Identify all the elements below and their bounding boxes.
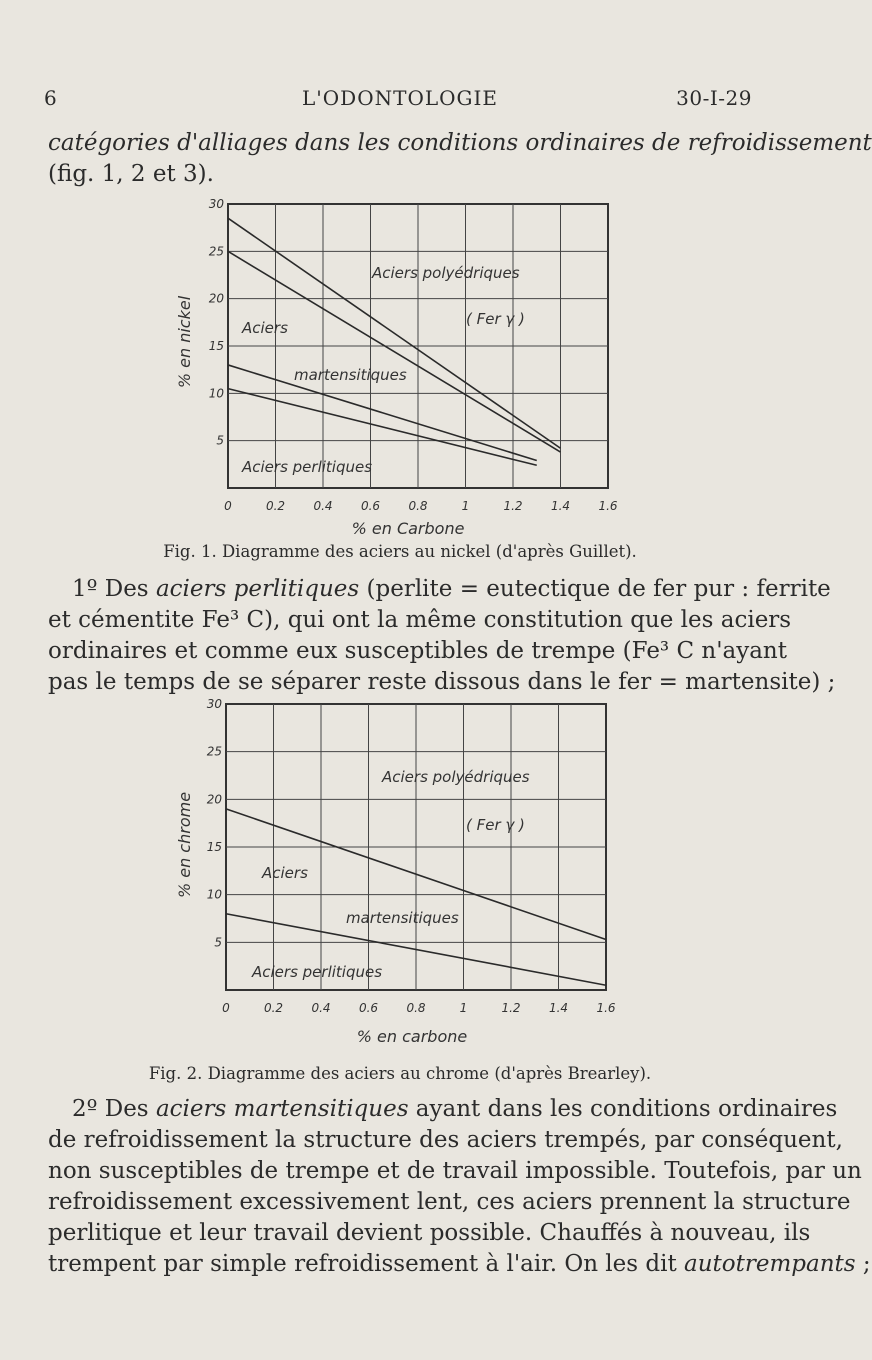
para2-line-4: refroidissement excessivement lent, ces aciers prennent la structure: [48, 1189, 851, 1215]
para2-line-2: de refroidissement la structure des aciers trempés, par conséquent,: [48, 1127, 843, 1153]
para2-emphasis: aciers martensitiques: [155, 1096, 409, 1122]
para1-emphasis: aciers perlitiques: [155, 576, 360, 602]
fig2-x-ticks: [222, 1001, 616, 1015]
intro-line-2: (fig. 1, 2 et 3).: [48, 161, 214, 187]
para2-line-1: 2º Des aciers martensitiques ayant dans les conditions ordinaires: [72, 1096, 838, 1122]
paragraph-1: [48, 574, 836, 698]
fig2-x-tick-label: 0.2: [263, 1001, 284, 1015]
fig1-series: [228, 218, 561, 465]
fig2-label-perlitiques: Aciers perlitiques: [252, 963, 383, 981]
fig1-label-perlitiques: Aciers perlitiques: [242, 458, 373, 476]
fig2-x-tick-label: 1.2: [501, 1001, 521, 1015]
fig2-y-tick-label: 25: [206, 744, 222, 759]
fig1-x-tick-label: 1.2: [503, 499, 523, 513]
fig2-x-tick-label: 1.6: [596, 1001, 616, 1015]
para2-emphasis-autotrempants: autotrempants: [684, 1251, 856, 1277]
fig1-y-ticks: [209, 197, 225, 448]
fig1-label-fer-gamma: ( Fer γ ): [466, 310, 525, 328]
fig1-y-tick-label: 5: [216, 433, 224, 448]
fig1-y-tick-label: 25: [208, 244, 224, 259]
fig1-y-tick-label: 15: [208, 339, 224, 353]
fig1-label-martensitiques-2: martensitiques: [294, 366, 407, 384]
fig1-x-ticks: [224, 499, 618, 513]
fig2-x-tick-label: 0: [222, 1001, 230, 1015]
fig1-xlabel: % en Carbone: [351, 519, 465, 538]
fig1-x-tick-label: 0.2: [265, 499, 286, 513]
figure-2-caption: Fig. 2. Diagramme des aciers au chrome (d'après Brearley).: [148, 1064, 652, 1083]
fig2-xlabel: % en carbone: [356, 1027, 468, 1046]
fig2-x-tick-label: 1.4: [548, 1001, 569, 1015]
figure-1-nickel-diagram: [150, 192, 650, 542]
fig1-label-polyedriques: Aciers polyédriques: [372, 264, 520, 282]
fig2-y-tick-label: 30: [206, 697, 222, 711]
intro-line-1: catégories d'alliages dans les conditions ordinaires de refroidissement: [48, 130, 872, 156]
fig1-x-tick-label: 1.4: [550, 499, 571, 513]
para1-line-3: ordinaires et comme eux susceptibles de trempe (Fe³ C n'ayant: [48, 638, 787, 664]
para1-line-2: et cémentite Fe³ C), qui ont la même constitution que les aciers: [48, 607, 792, 633]
issue-date: 30-I-29: [676, 86, 752, 110]
intro-paragraph: [48, 128, 872, 190]
paragraph-2: [48, 1094, 871, 1280]
fig1-x-tick-label: 0.8: [408, 499, 428, 513]
fig2-y-ticks: [207, 697, 223, 949]
para2-line-5: perlitique et leur travail devient possible. Chauffés à nouveau, ils: [48, 1220, 811, 1246]
fig2-label-martensitiques-1: Aciers: [262, 864, 308, 882]
fig2-label-fer-gamma: ( Fer γ ): [466, 816, 525, 834]
fig1-y-tick-label: 30: [208, 197, 224, 211]
fig2-x-tick-label: 1: [459, 1001, 468, 1015]
fig2-x-tick-label: 0.4: [311, 1001, 331, 1015]
fig1-y-tick-label: 20: [208, 291, 224, 306]
fig1-label-martensitiques-1: Aciers: [242, 319, 288, 337]
fig2-y-tick-label: 20: [206, 792, 222, 807]
fig1-ylabel: % en nickel: [175, 295, 194, 389]
para1-line-4: pas le temps de se séparer reste dissous dans le fer = martensite) ;: [48, 669, 836, 695]
journal-title: L'ODONTOLOGIE: [302, 86, 498, 110]
fig2-y-tick-label: 5: [214, 935, 222, 950]
fig1-x-tick-label: 0: [224, 499, 232, 513]
figure-2-chrome-diagram: [150, 690, 650, 1055]
para2-line-6: trempent par simple refroidissement à l'air. On les dit autotrempants ;: [48, 1251, 871, 1277]
para1-line-1: 1º Des aciers perlitiques (perlite = eutectique de fer pur : ferrite: [72, 576, 831, 602]
fig2-grid: [226, 704, 606, 990]
para2-line-3: non susceptibles de trempe et de travail impossible. Toutefois, par un: [48, 1158, 862, 1184]
fig2-x-tick-label: 0.6: [358, 1001, 379, 1015]
fig2-y-tick-label: 15: [206, 840, 222, 854]
fig1-y-tick-label: 10: [208, 386, 224, 401]
fig1-x-tick-label: 0.6: [360, 499, 381, 513]
fig2-y-tick-label: 10: [206, 887, 222, 902]
fig1-x-tick-label: 0.4: [313, 499, 333, 513]
fig2-label-polyedriques: Aciers polyédriques: [382, 768, 530, 786]
fig2-label-martensitiques-2: martensitiques: [346, 909, 459, 927]
fig2-x-tick-label: 0.8: [406, 1001, 426, 1015]
fig1-x-tick-label: 1: [461, 499, 470, 513]
fig1-x-tick-label: 1.6: [598, 499, 618, 513]
figure-1-caption: Fig. 1. Diagramme des aciers au nickel (d'après Guillet).: [163, 542, 637, 561]
page-number: 6: [44, 86, 58, 110]
fig2-ylabel: % en chrome: [175, 791, 194, 899]
